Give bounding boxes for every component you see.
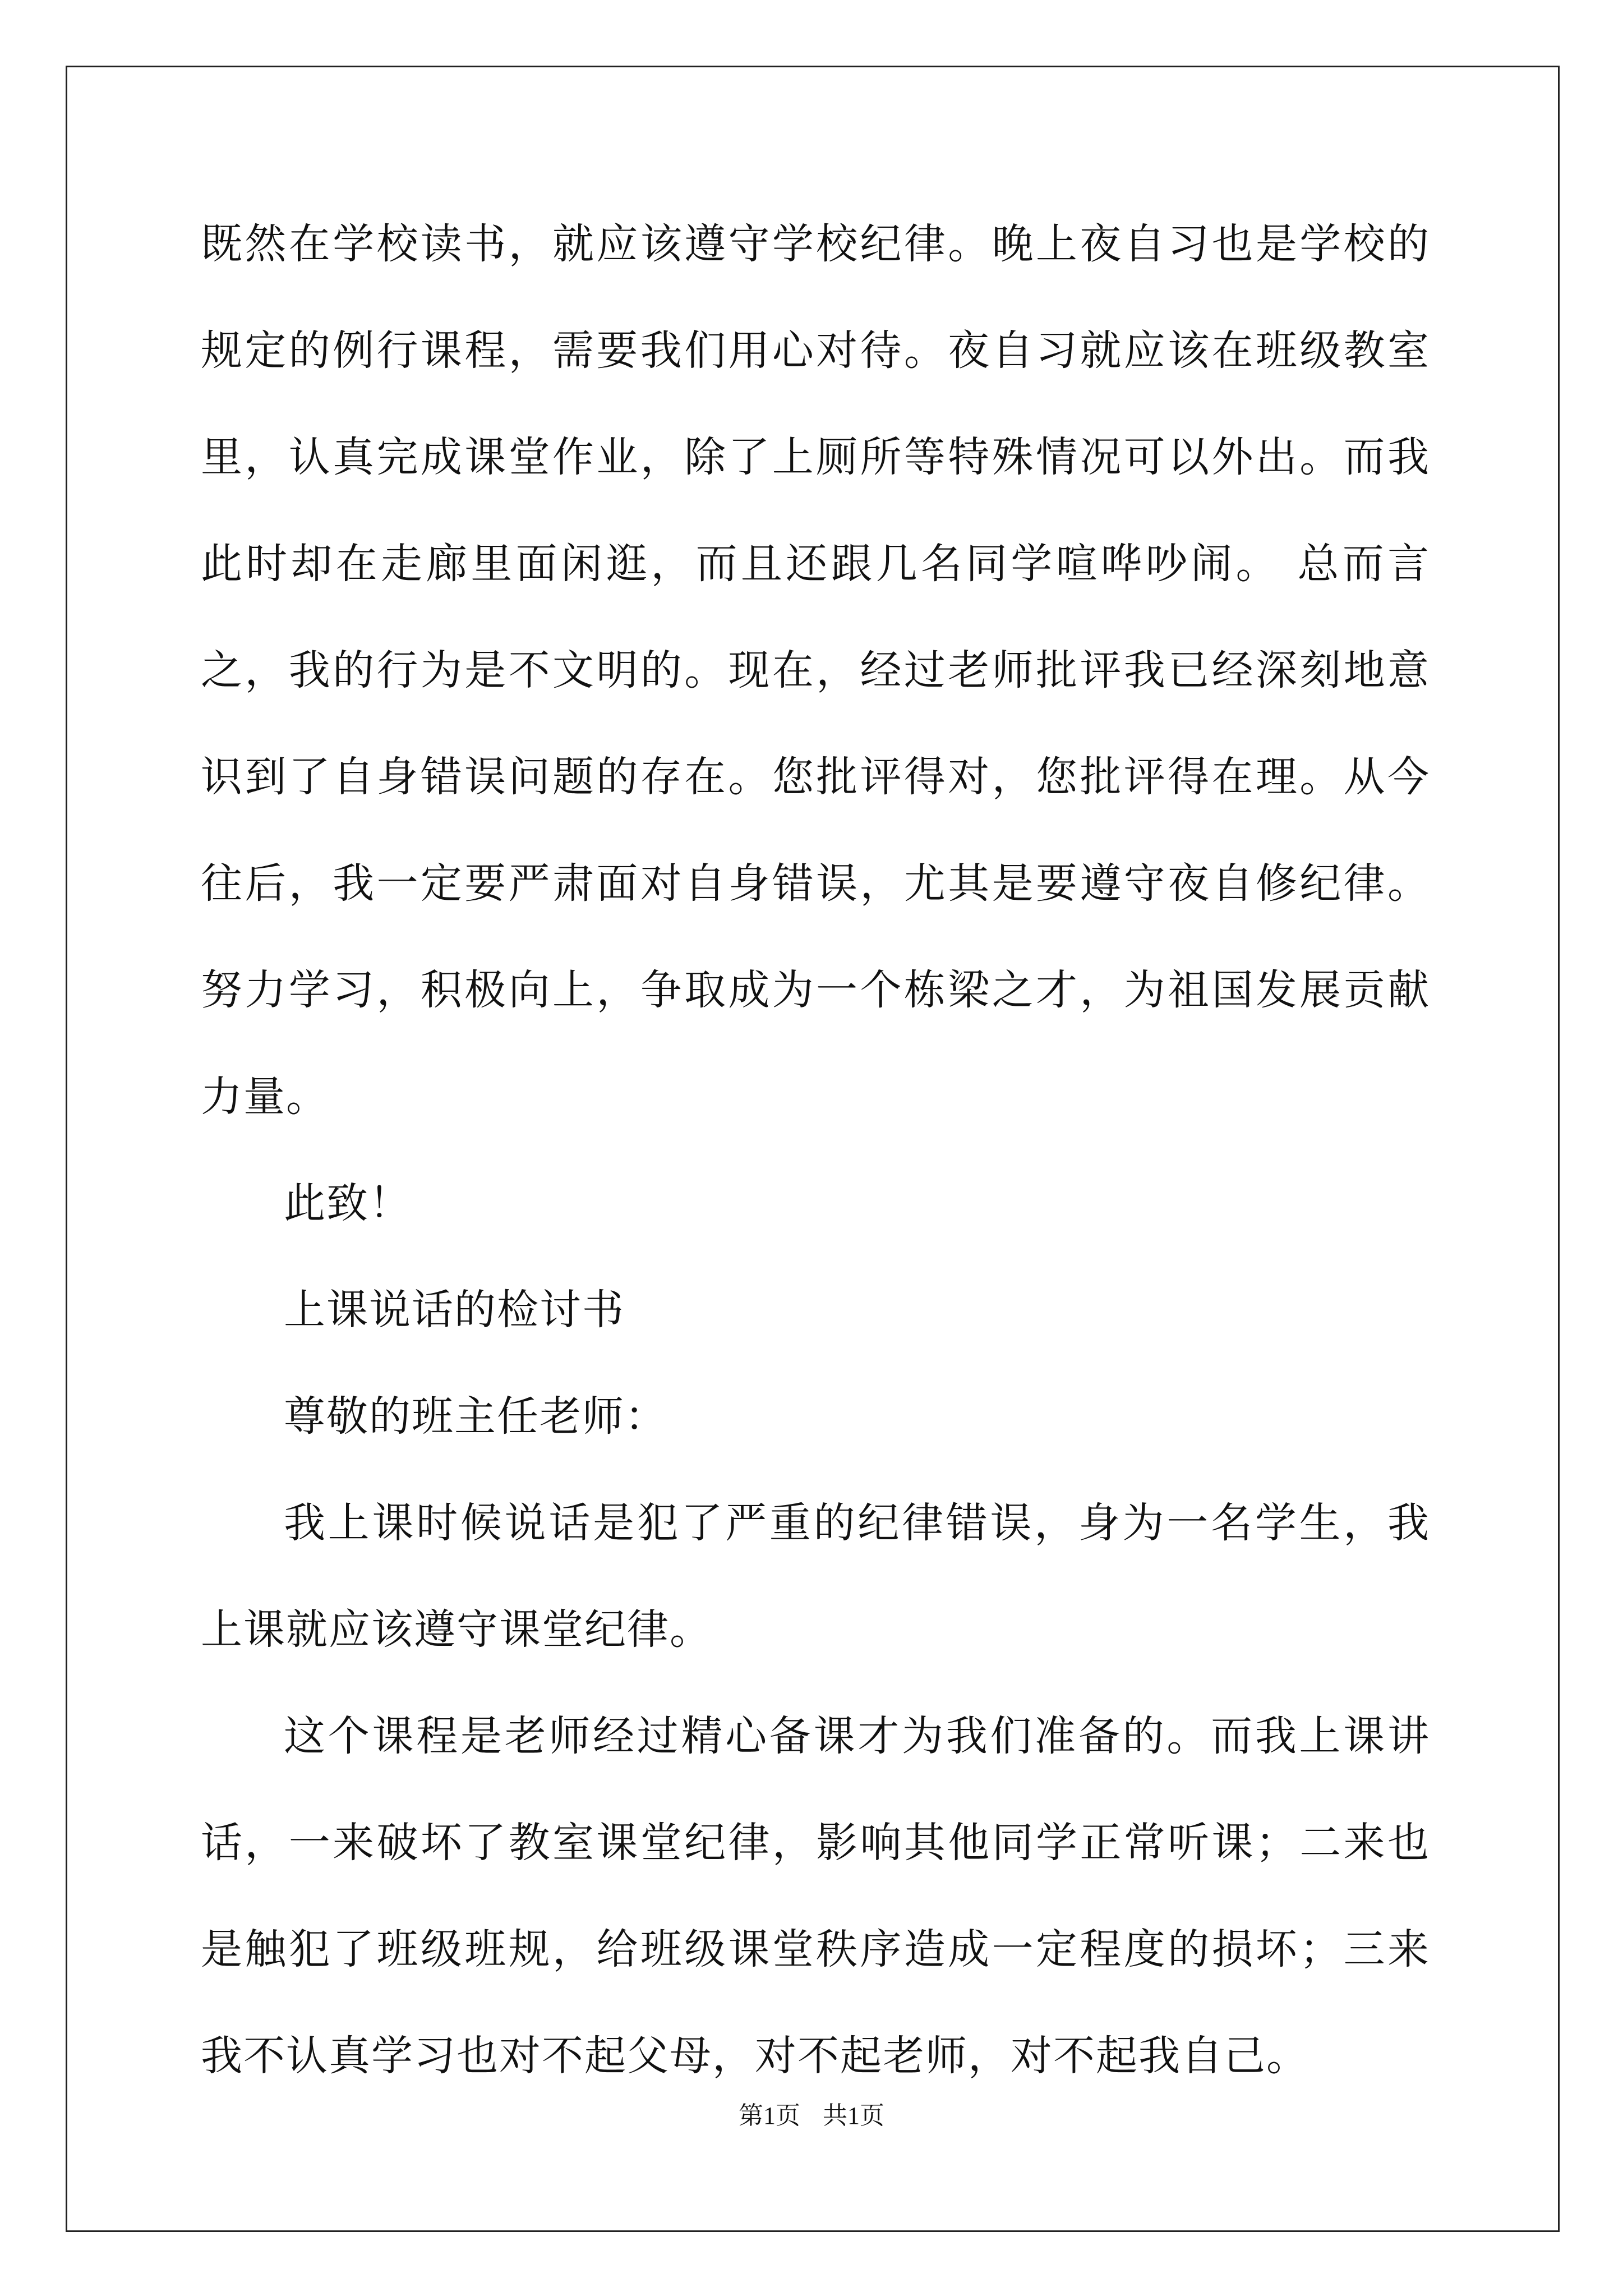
- paragraph-2: 我上课时候说话是犯了严重的纪律错误，身为一名学生，我上课就应该遵守课堂纪律。: [201, 1499, 1430, 1654]
- page-footer: [0, 2099, 1623, 2133]
- page-number: 第1页: [739, 2102, 800, 2129]
- greeting: 尊敬的班主任老师：: [284, 1392, 667, 1441]
- paragraph-1: 既然在学校读书，就应该遵守学校纪律。晚上夜自习也是学校的规定的例行课程，需要我们用心对待。夜自习就应该在班级教室里，认真完成课堂作业，除了上厕所等特殊情况可以外出。而我此时却在走廊里面闲逛，而且还跟几名同学喧哗吵闹。 总而言之，我的行为是不文明的。现在，经过老师批评我已经深刻地意识到了自身错误问题的存在。您批评得对，您批评得在理。从今往后，我一定要严肃面对自身错误，尤其是要遵守夜自修纪律。努力学习，积极向上，争取成为一个栋梁之才，为祖国发展贡献力量。: [201, 220, 1430, 1121]
- section-title: 上课说话的检讨书: [284, 1286, 625, 1334]
- paragraph-3: 这个课程是老师经过精心备课才为我们准备的。而我上课讲话，一来破坏了教室课堂纪律，影响其他同学正常听课；二来也是触犯了班级班规，给班级课堂秩序造成一定程度的损坏；三来我不认真学习也对不起父母，对不起老师，对不起我自己。: [201, 1712, 1430, 2080]
- document-body: [201, 191, 1430, 2109]
- page-total: 共1页: [823, 2102, 884, 2129]
- closing-salutation: 此致！: [284, 1179, 412, 1227]
